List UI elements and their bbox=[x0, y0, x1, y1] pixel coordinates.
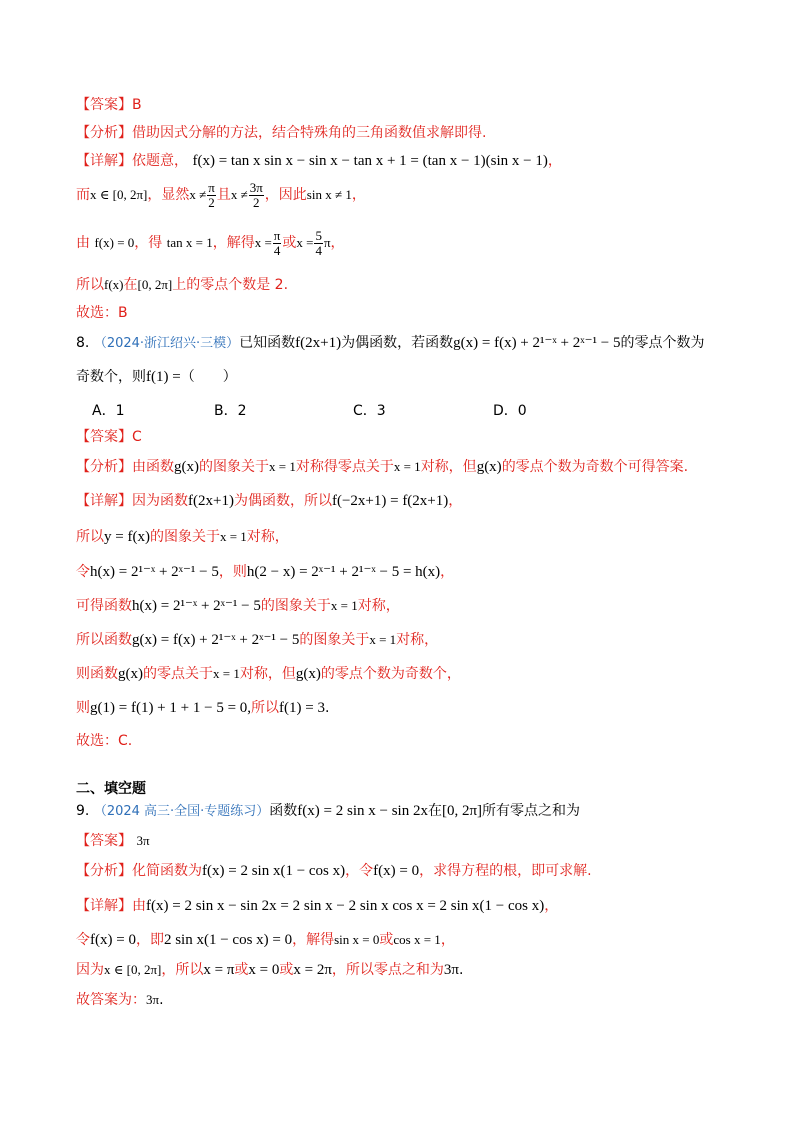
text: （ ） bbox=[180, 369, 237, 385]
detail-label: 【详解】 bbox=[76, 493, 132, 509]
math: x = bbox=[254, 235, 272, 250]
math: x ∈ [0, 2π] bbox=[104, 962, 162, 977]
text: 对称， bbox=[357, 598, 400, 614]
math: y = f(x) bbox=[104, 529, 150, 545]
text: 对称， bbox=[246, 529, 289, 545]
text: ，得 bbox=[134, 235, 163, 251]
text: 在 bbox=[123, 277, 138, 293]
q8-analysis-line bbox=[76, 456, 688, 478]
math: f(x) bbox=[104, 277, 124, 292]
text: 的零点个数为奇数个可得答案. bbox=[501, 459, 689, 475]
text: 的图象关于 bbox=[199, 459, 269, 475]
math: h(2 − x) = 2ˣ⁻¹ + 2¹⁻ˣ − 5 = h(x) bbox=[246, 564, 441, 580]
text: ，所以 bbox=[161, 962, 204, 978]
q8-option-c: C．3 bbox=[353, 403, 386, 419]
math: sin x ≠ 1 bbox=[306, 187, 352, 202]
math: h(x) = 2¹⁻ˣ + 2ˣ⁻¹ − 5 bbox=[90, 564, 219, 580]
analysis-label: 【分析】 bbox=[76, 863, 132, 879]
fraction-3pi-over-2 bbox=[249, 181, 264, 210]
q7-answer-line bbox=[76, 94, 142, 116]
q9-detail-line-2 bbox=[76, 929, 455, 951]
q8-detail-line-2 bbox=[76, 526, 289, 548]
analysis-label: 【分析】 bbox=[76, 459, 132, 475]
text: 的图象关于 bbox=[149, 529, 220, 545]
q7-detail-line-1: 【详解】依题意， f(x) = tan x sin x − sin x − tan x + 1 = (tan x − 1)(sin x − 1)， bbox=[76, 153, 562, 169]
text: 的零点个数为 bbox=[620, 335, 705, 351]
q7-choose: 故选：B bbox=[76, 305, 128, 321]
math: f(x) = 0 bbox=[90, 932, 136, 948]
math: f(x) = 0 bbox=[94, 235, 135, 250]
text: 为偶函数，若函数 bbox=[341, 335, 454, 351]
question-source: （2024·浙江绍兴·三模） bbox=[93, 336, 240, 351]
math: f(x) = 2 sin x − sin 2x bbox=[297, 803, 428, 819]
text: 而 bbox=[76, 187, 90, 203]
q8-answer-line bbox=[76, 426, 142, 448]
math: 3π bbox=[146, 992, 160, 1007]
text: 所以 bbox=[76, 529, 104, 545]
text: ，解得 bbox=[292, 932, 335, 948]
text: 故答案为： bbox=[76, 992, 146, 1008]
math: x ≠ bbox=[230, 187, 248, 202]
text: ，求得方程的根，即可求解. bbox=[419, 863, 592, 879]
text: . bbox=[159, 992, 164, 1008]
text: ， bbox=[351, 187, 366, 203]
text: ，所以零点之和为 bbox=[331, 962, 444, 978]
text: 由函数 bbox=[132, 459, 174, 475]
math: g(x) = f(x) + 2¹⁻ˣ + 2ˣ⁻¹ − 5 bbox=[453, 335, 621, 351]
text: 由 bbox=[76, 235, 90, 251]
math: h(x) = 2¹⁻ˣ + 2ˣ⁻¹ − 5 bbox=[132, 598, 261, 614]
math: π bbox=[323, 235, 331, 250]
q8-choose: 故选：C. bbox=[76, 733, 133, 749]
q9-analysis-line bbox=[76, 860, 592, 882]
math: x = bbox=[296, 235, 314, 250]
math: x = π bbox=[203, 962, 235, 978]
denominator: 4 bbox=[273, 242, 281, 258]
math: 3π bbox=[443, 962, 459, 978]
text: 的图象关于 bbox=[299, 632, 370, 648]
text: 或 bbox=[379, 932, 394, 948]
text: ， bbox=[440, 932, 455, 948]
numerator: 5 bbox=[315, 227, 322, 243]
math: x = 1 bbox=[213, 666, 240, 681]
answer-label: 【答案】 bbox=[76, 97, 132, 113]
math-cond: x ∈ [0, 2π] bbox=[90, 187, 148, 202]
text: 可得函数 bbox=[76, 598, 132, 614]
answer-label: 【答案】 bbox=[76, 833, 132, 849]
text: 由 bbox=[132, 898, 146, 914]
q7-detail-formula: f(x) = tan x sin x − sin x − tan x + 1 = (tan x − 1)(sin x − 1) bbox=[192, 153, 548, 169]
q9-answer-line bbox=[76, 830, 150, 852]
math: x = 1 bbox=[269, 459, 296, 474]
math: x = 1 bbox=[369, 632, 397, 647]
math: g(x) bbox=[174, 459, 199, 475]
text: ，则 bbox=[218, 564, 247, 580]
text: 对称，但 bbox=[420, 459, 477, 475]
text: . bbox=[459, 962, 464, 978]
text: 函数 bbox=[269, 803, 298, 819]
text: 或 bbox=[234, 962, 249, 978]
fraction-pi-over-4 bbox=[273, 229, 282, 258]
q9-detail-line-1 bbox=[76, 895, 558, 917]
text: 化简函数为 bbox=[132, 863, 202, 879]
numerator: 3π bbox=[249, 179, 263, 195]
math: f(x) = 0 bbox=[373, 863, 420, 879]
text: 或 bbox=[282, 235, 297, 251]
numerator: π bbox=[273, 227, 281, 243]
q7-detail-line-4 bbox=[76, 274, 288, 296]
answer-label: 【答案】 bbox=[76, 429, 132, 445]
text: ， bbox=[448, 493, 463, 509]
question-number: 8. bbox=[76, 335, 90, 351]
text: ，令 bbox=[345, 863, 374, 879]
text: ，解得 bbox=[212, 235, 255, 251]
q8-detail-line-1 bbox=[76, 490, 462, 512]
text: ，即 bbox=[135, 932, 164, 948]
section-heading: 二、填空题 bbox=[76, 781, 146, 797]
text: 令 bbox=[76, 564, 90, 580]
q7-detail-intro: 依题意， bbox=[132, 153, 188, 169]
text: 则函数 bbox=[76, 666, 118, 682]
math: x = 2π bbox=[293, 962, 332, 978]
text: 为偶函数，所以 bbox=[233, 493, 332, 509]
q7-detail-line-3 bbox=[76, 228, 345, 258]
q8-stem-line-1 bbox=[76, 332, 704, 355]
detail-label: 【详解】 bbox=[76, 153, 132, 169]
math: f(1) = 3 bbox=[279, 700, 325, 716]
q8-detail-line-3 bbox=[76, 561, 454, 583]
text: 的图象关于 bbox=[260, 598, 331, 614]
math: tan x = 1 bbox=[166, 235, 213, 250]
text: ， bbox=[330, 235, 345, 251]
text: 的零点关于 bbox=[143, 666, 213, 682]
math: g(x) bbox=[476, 459, 502, 475]
text: 或 bbox=[279, 962, 294, 978]
q9-answer-value: 3π bbox=[136, 833, 150, 848]
text: 所以函数 bbox=[76, 632, 132, 648]
text: 因为 bbox=[76, 962, 104, 978]
fraction-5-over-4 bbox=[314, 229, 323, 258]
q8-answer-value: C bbox=[132, 429, 142, 445]
q8-detail-line-4 bbox=[76, 595, 400, 617]
q8-detail-line-6 bbox=[76, 663, 461, 685]
q8-option-b: B．2 bbox=[214, 403, 247, 419]
math: 2 sin x(1 − cos x) = 0 bbox=[163, 932, 293, 948]
text: 且 bbox=[216, 187, 231, 203]
text: 已知函数 bbox=[239, 335, 296, 351]
text: 因为函数 bbox=[132, 493, 188, 509]
math: x = 1 bbox=[330, 598, 358, 613]
text: ，显然 bbox=[147, 187, 190, 203]
question-source: （2024 高三·全国·专题练习） bbox=[93, 804, 270, 819]
q7-analysis-line bbox=[76, 122, 486, 144]
analysis-label: 【分析】 bbox=[76, 125, 132, 141]
numerator: π bbox=[208, 179, 215, 195]
denominator: 2 bbox=[208, 194, 215, 210]
fraction-pi-over-2 bbox=[207, 181, 216, 210]
text: 对称，但 bbox=[239, 666, 296, 682]
q7-answer-value: B bbox=[132, 97, 142, 113]
detail-label: 【详解】 bbox=[76, 898, 132, 914]
text: 令 bbox=[76, 932, 90, 948]
math: [0, 2π] bbox=[137, 277, 173, 292]
q9-stem-line bbox=[76, 800, 580, 823]
text: 则 bbox=[76, 700, 90, 716]
math: g(x) bbox=[118, 666, 143, 682]
math: f(x) = 2 sin x(1 − cos x) bbox=[202, 863, 346, 879]
text: 所有零点之和为 bbox=[482, 803, 581, 819]
math: cos x = 1 bbox=[393, 932, 441, 947]
math: sin x = 0 bbox=[334, 932, 380, 947]
q8-detail-line-7 bbox=[76, 697, 329, 719]
text: ，因此 bbox=[264, 187, 307, 203]
math: x ≠ bbox=[189, 187, 207, 202]
text: 的零点个数为奇数个， bbox=[320, 666, 461, 682]
text: 上的零点个数是 2. bbox=[172, 277, 289, 293]
q7-detail-line-2 bbox=[76, 180, 366, 210]
math: f(1) = bbox=[146, 369, 181, 385]
denominator: 4 bbox=[315, 242, 322, 258]
question-number: 9. bbox=[76, 803, 90, 819]
math: x = 1 bbox=[219, 529, 247, 544]
text: ， bbox=[440, 564, 455, 580]
math: [0, 2π] bbox=[441, 803, 483, 819]
q8-option-d: D．0 bbox=[493, 403, 527, 419]
text: 奇数个，则 bbox=[76, 369, 146, 385]
denominator: 2 bbox=[253, 194, 260, 210]
q7-analysis-text: 借助因式分解的方法，结合特殊角的三角函数值求解即得. bbox=[132, 125, 487, 141]
math: g(1) = f(1) + 1 + 1 − 5 = 0, bbox=[90, 700, 252, 716]
text: 所以 bbox=[251, 700, 280, 716]
q8-stem-line-2 bbox=[76, 366, 237, 388]
q9-final-line bbox=[76, 989, 164, 1011]
math: x = 1 bbox=[393, 459, 421, 474]
math: f(−2x+1) = f(2x+1) bbox=[331, 493, 449, 509]
math: g(x) = f(x) + 2¹⁻ˣ + 2ˣ⁻¹ − 5 bbox=[132, 632, 300, 648]
text: ， bbox=[544, 898, 559, 914]
math: x = 0 bbox=[248, 962, 280, 978]
math: f(2x+1) bbox=[188, 493, 234, 509]
q9-detail-line-3 bbox=[76, 959, 463, 981]
text: 所以 bbox=[76, 277, 104, 293]
q8-detail-line-5 bbox=[76, 629, 438, 651]
text: 对称， bbox=[396, 632, 439, 648]
math: f(x) = 2 sin x − sin 2x = 2 sin x − 2 sin x cos x = 2 sin x(1 − cos x) bbox=[146, 898, 545, 914]
text: 对称得零点关于 bbox=[295, 459, 394, 475]
q8-option-a: A．1 bbox=[92, 403, 125, 419]
text: 在 bbox=[427, 803, 442, 819]
text: . bbox=[324, 700, 330, 716]
math: g(x) bbox=[295, 666, 321, 682]
math: f(2x+1) bbox=[295, 335, 342, 351]
